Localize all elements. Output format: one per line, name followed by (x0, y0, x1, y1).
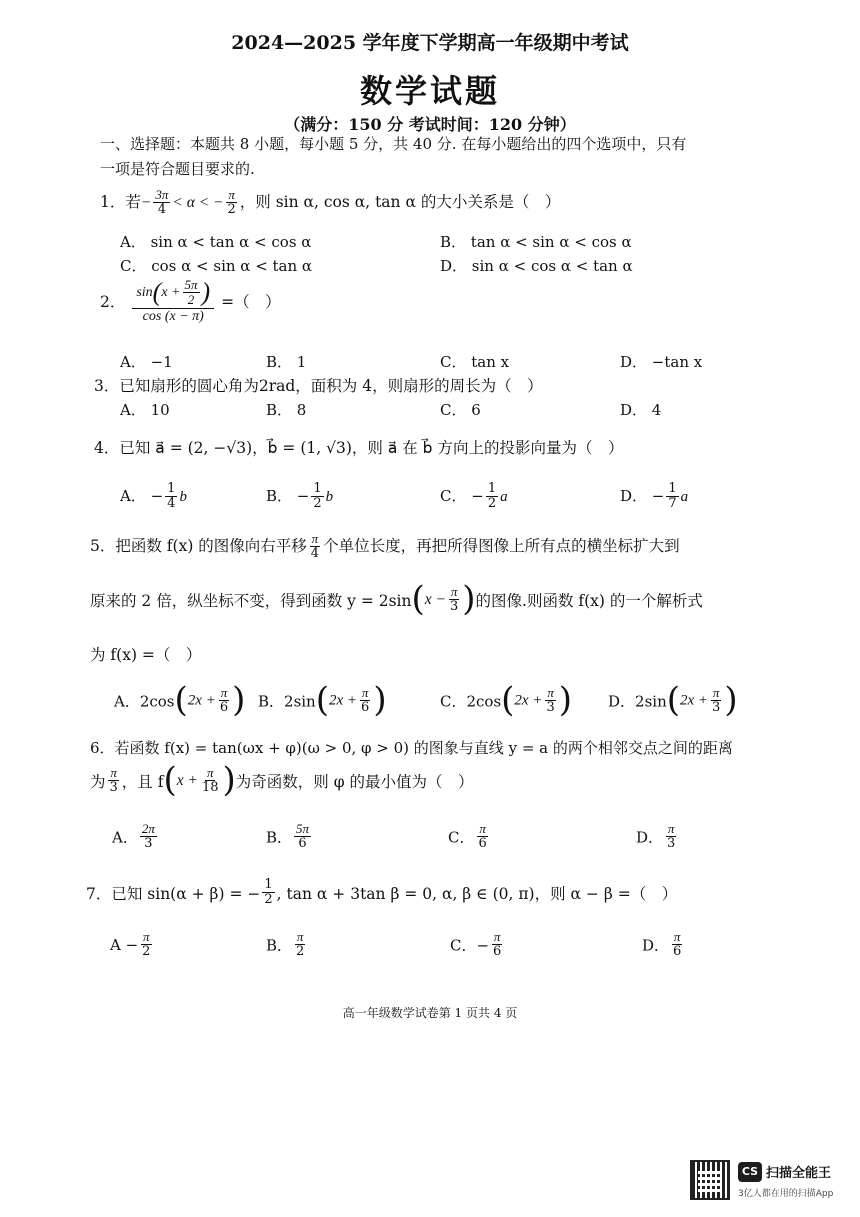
question-1-option-a: A． sin α < tan α < cos α (120, 233, 312, 251)
question-5-option-a: A．2cos(2x + $\frac{\pi}{6}$ ) (114, 680, 246, 721)
question-7-option-c: C．− $\frac{\pi}{6}$ (450, 929, 502, 960)
watermark-app-name: 扫描全能王 (766, 1166, 832, 1181)
question-2-option-b: B． 1 (266, 353, 307, 371)
question-2-option-c: C． tan x (440, 353, 510, 371)
page-title: 数学试题 (359, 72, 500, 110)
question-7-option-b: B． $\frac{\pi}{2}$ (266, 929, 305, 960)
question-3-stem: 3．已知扇形的圆心角为2rad，面积为 4，则扇形的周长为（ ） (94, 377, 543, 395)
question-4-option-c: C． − $\frac{1}{2}$ a⃗ (440, 481, 520, 512)
question-6-option-b: B． $\frac{5\pi}{6}$ (266, 821, 310, 852)
question-6-stem-line2: 为 $\frac{\pi}{3}$ ，且 f(x + $\frac{\pi}{18}$ )为奇函数，则 φ 的最小值为（ ） (90, 760, 474, 801)
question-5-stem-line1: 5．把函数 f(x) 的图像向右平移 $\frac{\pi}{4}$ 个单位长度，再把所得图像上所有点的横坐标扩大到 (90, 531, 680, 562)
question-5-option-d: D．2sin(2x + $\frac{\pi}{3}$ ) (608, 680, 738, 721)
watermark-tagline: 3亿人都在用的扫描App (738, 1189, 834, 1199)
question-5-stem-line2: 原来的 2 倍，纵坐标不变，得到函数 y = 2sin(x − $\frac{\pi}{3}$ )的图像.则函数 f(x) 的一个解析式 (90, 579, 703, 620)
question-2-option-a: A． −1 (120, 353, 173, 371)
question-6-stem-line1: 6．若函数 f(x) = tan(ωx + φ)(ω > 0, φ > 0) 的图象与直线 y = a 的两个相邻交点之间的距离 (90, 739, 733, 757)
question-1-option-d: D． sin α < cos α < tan α (440, 257, 633, 275)
question-1-option-c: C． cos α < sin α < tan α (120, 257, 313, 275)
question-4-option-a: A． − $\frac{1}{4}$ b⃗ (120, 481, 199, 512)
question-5-option-c: C．2cos(2x + $\frac{\pi}{3}$ ) (440, 680, 572, 721)
question-6-option-a: A． $\frac{2\pi}{3}$ (112, 821, 155, 852)
fraction: $\frac{3\pi}{4}$ (155, 187, 169, 218)
fraction: $\frac{\pi}{2}$ (227, 187, 236, 218)
question-3-option-b: B． 8 (266, 401, 307, 419)
question-3-option-d: D． 4 (620, 401, 662, 419)
page-footer: 高一年级数学试卷第 1 页共 4 页 (342, 1006, 518, 1020)
question-2-stem: 2． sin(x + $\frac{5\pi}{2}$ ) cos (x − π) =（ ） (100, 277, 281, 324)
exam-header-line: 2024—2025 学年度下学期高一年级期中考试 (231, 32, 629, 54)
question-4-stem: 4．已知 a⃗ = (2, −√3)，b⃗ = (1, √3)，则 a⃗ 在 b⃗ 方向上的投影向量为（ ） (94, 439, 624, 457)
camscanner-logo-icon: CS (738, 1162, 762, 1182)
qr-code-icon (690, 1160, 730, 1200)
question-4-option-d: D． − $\frac{1}{7}$ a⃗ (620, 481, 700, 512)
question-7-option-a: A − $\frac{\pi}{2}$ (110, 929, 151, 960)
question-6-option-d: D． $\frac{\pi}{3}$ (636, 821, 676, 852)
question-3-option-c: C． 6 (440, 401, 481, 419)
question-5-stem-line3: 为 f(x) =（ ） (90, 646, 202, 664)
section-instructions-line2: 一项是符合题目要求的. (100, 160, 255, 178)
question-1-stem: 1．若− $\frac{3\pi}{4}$ < α < − $\frac{\pi}{2}$ ，则 sin α, cos α, tan α 的大小关系是（ ） (100, 187, 561, 218)
question-2-option-d: D． −tan x (620, 353, 703, 371)
question-5-option-b: B．2sin(2x + $\frac{\pi}{6}$ ) (258, 680, 387, 721)
question-7-stem: 7．已知 sin(α + β) = − $\frac{1}{2}$ , tan α + 3tan β = 0, α, β ∈ (0, π)，则 α − β =（ ） (86, 877, 678, 908)
exam-subtitle: （满分：150 分 考试时间：120 分钟） (284, 115, 576, 134)
question-1-option-b: B． tan α < sin α < cos α (440, 233, 632, 251)
fraction: sin(x + $\frac{5\pi}{2}$ ) cos (x − π) (132, 278, 214, 324)
question-6-option-c: C． $\frac{\pi}{6}$ (448, 821, 487, 852)
question-4-option-b: B． − $\frac{1}{2}$ b⃗ (266, 481, 345, 512)
question-7-option-d: D． $\frac{\pi}{6}$ (642, 929, 682, 960)
question-3-option-a: A． 10 (120, 401, 170, 419)
section-instructions-line1: 一、选择题：本题共 8 小题，每小题 5 分，共 40 分. 在每小题给出的四个选项中，只有 (100, 135, 687, 153)
